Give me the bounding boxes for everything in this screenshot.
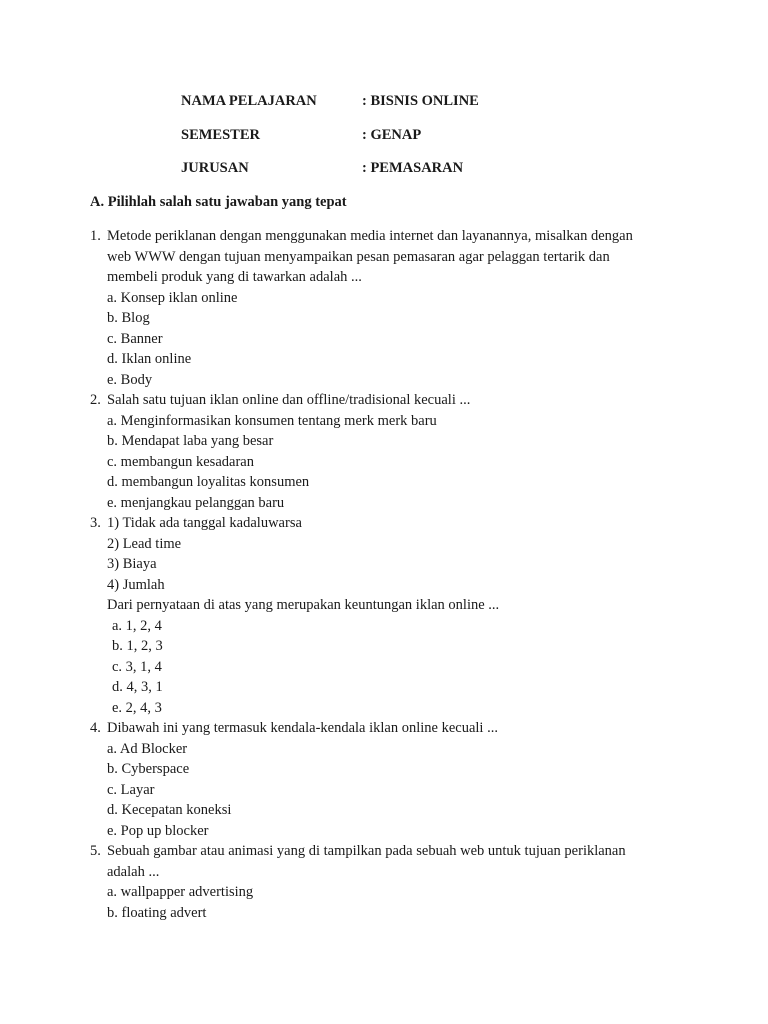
- answer-option: a. Menginformasikan konsumen tentang merk merk baru: [107, 412, 437, 429]
- answer-option: b. floating advert: [107, 904, 207, 921]
- answer-option: a. 1, 2, 4: [112, 617, 162, 634]
- header-label: NAMA PELAJARAN: [181, 93, 317, 109]
- answer-option: c. 3, 1, 4: [112, 658, 162, 675]
- answer-option: c. membangun kesadaran: [107, 453, 254, 470]
- question-4: [90, 718, 690, 841]
- answer-option: b. Cyberspace: [107, 761, 190, 777]
- answer-option: d. membangun loyalitas konsumen: [107, 474, 310, 490]
- answer-option: d. Kecepatan koneksi: [107, 802, 232, 818]
- question-1: [90, 226, 690, 390]
- question-list: [90, 226, 690, 923]
- question-text: Salah satu tujuan iklan online dan offline/tradisional kecuali ...: [107, 392, 471, 408]
- answer-option: e. menjangkau pelanggan baru: [107, 494, 285, 511]
- header-label: JURUSAN: [181, 160, 249, 176]
- question-text: 1) Tidak ada tanggal kadaluwarsa: [107, 515, 302, 531]
- answer-option: e. Pop up blocker: [107, 822, 209, 839]
- question-text: Sebuah gambar atau animasi yang di tampilkan pada sebuah web untuk tujuan periklanan: [107, 843, 626, 859]
- question-text: Metode periklanan dengan menggunakan media internet dan layanannya, misalkan dengan: [107, 228, 633, 244]
- question-text: Dari pernyataan di atas yang merupakan keuntungan iklan online ...: [107, 597, 500, 613]
- question-text: membeli produk yang di tawarkan adalah ...: [107, 269, 362, 285]
- header-value: : GENAP: [362, 127, 422, 143]
- question-text: web WWW dengan tujuan menyampaikan pesan pemasaran agar pelaggan tertarik dan: [107, 248, 610, 265]
- question-text: 3) Biaya: [107, 556, 157, 572]
- answer-option: a. Konsep iklan online: [107, 289, 238, 306]
- answer-option: e. Body: [107, 371, 153, 388]
- answer-option: c. Banner: [107, 330, 163, 347]
- question-text: adalah ...: [107, 863, 160, 880]
- question-text: 2) Lead time: [107, 535, 182, 552]
- answer-option: e. 2, 4, 3: [112, 699, 162, 716]
- answer-option: d. 4, 3, 1: [112, 679, 163, 695]
- question-2: [90, 390, 690, 513]
- answer-option: b. Blog: [107, 310, 150, 326]
- answer-option: c. Layar: [107, 781, 155, 798]
- question-number: 3.: [90, 515, 101, 531]
- question-number: 2.: [90, 392, 101, 408]
- question-text: 4) Jumlah: [107, 576, 165, 593]
- answer-option: b. Mendapat laba yang besar: [107, 433, 274, 449]
- answer-option: a. Ad Blocker: [107, 740, 188, 757]
- question-number: 5.: [90, 843, 101, 859]
- question-number: 4.: [90, 720, 101, 736]
- section-title: A. Pilihlah salah satu jawaban yang tepat: [90, 194, 347, 210]
- question-3: [90, 513, 690, 718]
- answer-option: b. 1, 2, 3: [112, 638, 163, 654]
- question-number: 1.: [90, 228, 101, 244]
- header-value: : PEMASARAN: [362, 160, 464, 176]
- question-5: [90, 841, 690, 923]
- question-text: Dibawah ini yang termasuk kendala-kendala iklan online kecuali ...: [107, 720, 498, 736]
- header-value: : BISNIS ONLINE: [362, 93, 479, 109]
- answer-option: a. wallpapper advertising: [107, 884, 254, 900]
- answer-option: d. Iklan online: [107, 351, 192, 367]
- header-label: SEMESTER: [181, 127, 260, 143]
